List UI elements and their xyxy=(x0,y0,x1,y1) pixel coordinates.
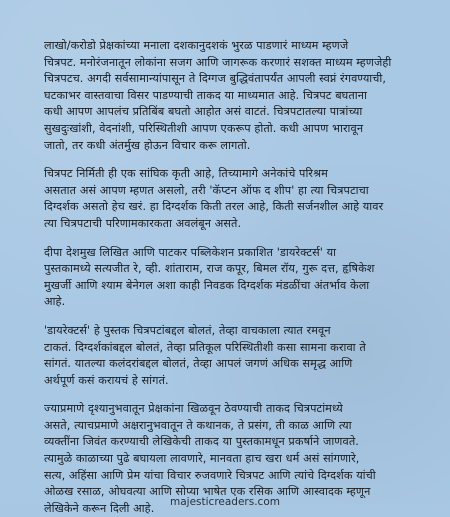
blurb-paragraph-1 xyxy=(44,38,426,154)
text-line: टाकतं. दिग्दर्शकांबद्दल बोलतं, तेव्हा प्रतिकूल परिस्थितीशी कसा सामना करावा ते xyxy=(44,340,366,354)
text-line: कधी आपण आपलंच प्रतिबिंब बघतो आहोत असं वाटतं. चित्रपटातल्या पात्रांच्या xyxy=(44,105,363,119)
watermark-url: majesticreaders.com xyxy=(170,496,280,508)
text-line: पुस्तकामध्ये सत्यजीत रे, व्ही. शांताराम, राज कपूर, बिमल रॉय, गुरू दत्त, हृषिकेश xyxy=(44,262,375,276)
blurb-paragraph-3 xyxy=(44,245,426,311)
text-line: अर्थपूर्ण कसं करायचं हे सांगतं. xyxy=(44,373,169,387)
text-line: आहे. xyxy=(44,295,66,309)
text-line: व्यक्तींना जिवंत करण्याची लेखिकेची ताकद या पुस्तकामधून प्रकर्षाने जाणवते. xyxy=(44,435,359,449)
text-line: त्या चित्रपटाची परिणामकारकता अवलंबून असते. xyxy=(44,216,242,230)
blurb-paragraph-2 xyxy=(44,166,426,232)
text-line: चित्रपट निर्मिती ही एक सांघिक कृती आहे, तिच्यामागे अनेकांचे परिश्रम xyxy=(44,167,328,181)
text-line: त्यामुळे काळाच्या पुढे बघायला लावणारे, मानवता हाच खरा धर्म असं सांगणारे, xyxy=(44,452,360,466)
text-line: चित्रपट. मनोरंजनातून लोकांना सजग आणि जागरूक करणारं सशक्त माध्यम म्हणजेही xyxy=(44,55,392,69)
text-line: लाखो/करोडो प्रेक्षकांच्या मनाला दशकानुदशकं भुरळ पाडणारं माध्यम म्हणजे xyxy=(44,39,349,52)
text-line: चित्रपटच. अगदी सर्वसामान्यांपासून ते दिग्गज बुद्धिवंतापर्यंत आपली स्वप्नं रंगवण्याची, xyxy=(44,72,387,86)
blurb-paragraph-4 xyxy=(44,323,426,389)
text-line: सांगतं. यातल्या कलंदरांबद्दल बोलतं, तेव्हा आपलं जगणं अधिक समृद्ध आणि xyxy=(44,357,353,371)
text-line: लेखिकेने करून दिली आहे. xyxy=(44,501,155,515)
text-line: ओळख रसाळ, ओघवत्या आणि सोप्या भाषेत एक रसिक आणि आस्वादक म्हणून xyxy=(44,485,371,499)
text-line: मुखर्जी आणि श्याम बेनेगल अशा काही निवडक दिग्दर्शक मंडळींचा अंतर्भाव केला xyxy=(44,278,370,292)
text-line: ज्याप्रमाणे दृश्यानुभवातून प्रेक्षकांना खिळवून ठेवण्याची ताकद चित्रपटांमध्ये xyxy=(44,402,343,416)
text-line: असतात असं आपण म्हणत असलो, तरी 'कॅप्टन ऑफ द शीप' हा त्या चित्रपटाचा xyxy=(44,183,369,197)
text-line: जातो, तर कधी अंतर्मुख होऊन विचार करू लागतो. xyxy=(44,138,251,152)
text-line: 'डायरेक्टर्स' हे पुस्तक चित्रपटांबद्दल बोलतं, तेव्हा वाचकाला त्यात रमवून xyxy=(44,323,331,337)
text-line: घटकाभर वास्तवाचा विसर पाडण्याची ताकद या माध्यमात आहे. चित्रपट बघताना xyxy=(44,88,367,102)
text-line: असते, त्याचप्रमाणे अक्षरानुभवातून ते कथानक, ते प्रसंग, ती काळ आणि त्या xyxy=(44,418,352,432)
text-line: सत्य, अहिंसा आणि प्रेम यांचा विचार रुजवणारे चित्रपट आणि त्यांचे दिग्दर्शक यांची xyxy=(44,468,376,482)
text-line: दिग्दर्शक असतो हेच खरं. हा दिग्दर्शक किती तरल आहे, किती सर्जनशील आहे यावर xyxy=(44,200,384,214)
blurb-text xyxy=(44,38,426,517)
text-line: दीपा देशमुख लिखित आणि पाटकर पब्लिकेशन प्रकाशित 'डायरेक्टर्स' या xyxy=(44,245,337,259)
text-line: सुखदुःखांशी, वेदनांशी, परिस्थितीशी आपण एकरूप होतो. कधी आपण भारावून xyxy=(44,121,364,135)
